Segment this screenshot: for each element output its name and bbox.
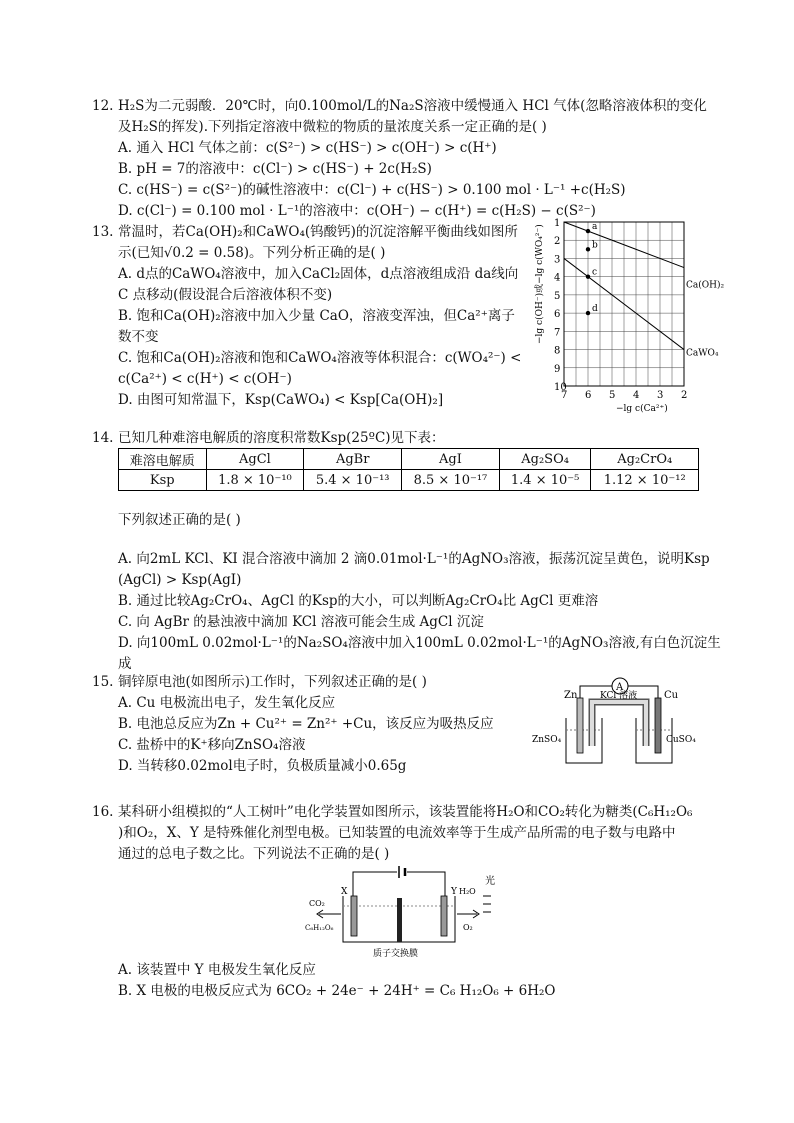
table-cell: 1.8 × 10⁻¹⁰ — [206, 470, 304, 491]
option-b[interactable]: B. pH = 7的溶液中：c(Cl⁻) > c(HS⁻) + 2c(H₂S) — [118, 161, 432, 177]
question-prompt: 下列叙述正确的是( ) — [118, 512, 241, 528]
table-row — [119, 470, 699, 491]
question-number: 15. — [92, 674, 114, 690]
option-d[interactable]: D. 当转移0.02mol电子时，负极质量减小0.65g — [118, 758, 407, 774]
y-tick-label: 9 — [554, 363, 561, 375]
question-number: 12. — [92, 98, 114, 114]
table-cell: 1.4 × 10⁻⁵ — [499, 470, 591, 491]
y-tick-label: 5 — [554, 290, 561, 302]
table-cell: 8.5 × 10⁻¹⁷ — [402, 470, 500, 491]
option-a-cont[interactable]: C 点移动(假设混合后溶液体积不变) — [118, 287, 333, 303]
table-cell: 5.4 × 10⁻¹³ — [304, 470, 402, 491]
option-a[interactable]: A. 通入 HCl 气体之前：c(S²⁻) > c(HS⁻) > c(OH⁻) > c(H⁺) — [118, 140, 497, 156]
co2-label: CO₂ — [309, 899, 325, 908]
x-tick-labels — [561, 390, 687, 401]
y-tick-label: 7 — [554, 327, 561, 339]
point-label: d — [592, 304, 598, 315]
option-c-cont[interactable]: c(Ca²⁺) < c(H⁺) < c(OH⁻) — [118, 371, 292, 387]
y-tick-label: 2 — [554, 236, 561, 248]
question-stem-cont: 通过的总电子数之比。下列说法不正确的是( ) — [118, 846, 390, 862]
h2o-label: H₂O — [459, 887, 476, 896]
question-15 — [92, 672, 532, 777]
table-cell: Ksp — [119, 470, 207, 491]
ammeter-label: A — [616, 682, 624, 693]
y-tick-label: 8 — [554, 345, 561, 357]
option-a-cont[interactable]: (AgCl) > Ksp(AgI) — [118, 572, 242, 588]
x-tick-label: 7 — [561, 390, 568, 401]
series-label: CaWO₄ — [686, 348, 719, 359]
question-14-options — [92, 510, 721, 675]
galvanic-cell-diagram — [530, 668, 705, 768]
question-stem: 某科研小组模拟的“人工树叶”电化学装置如图所示，该装置能将H₂O和CO₂转化为糖类(C₆H₁₂O₆ — [118, 804, 693, 820]
zn-label: Zn — [564, 690, 578, 701]
question-number: 14. — [92, 430, 114, 446]
y-tick-label: 1 — [554, 218, 561, 229]
right-solution-label: CuSO₄ — [666, 735, 696, 745]
question-stem: 铜锌原电池(如图所示)工作时，下列叙述正确的是( ) — [118, 674, 427, 690]
wire — [353, 872, 397, 898]
y-tick-label: 10 — [554, 382, 567, 393]
y-tick-label: 3 — [554, 254, 561, 266]
question-number: 13. — [92, 224, 114, 240]
option-d[interactable]: D. 由图可知常温下，Ksp(CaWO₄) < Ksp[Ca(OH)₂] — [118, 392, 444, 408]
option-b[interactable]: B. 电池总反应为Zn + Cu²⁺ = Zn²⁺ +Cu，该反应为吸热反应 — [118, 716, 494, 732]
question-stem: 常温时，若Ca(OH)₂和CaWO₄(钨酸钙)的沉淀溶解平衡曲线如图所 — [118, 224, 518, 240]
point-label: a — [592, 222, 598, 233]
x-electrode — [351, 896, 357, 936]
option-b[interactable]: B. X 电极的电极反应式为 6CO₂ + 24e⁻ + 24H⁺ = C₆ H₁₂O₆ + 6H₂O — [118, 983, 556, 999]
solubility-chart — [528, 214, 725, 414]
y-axis-label: −lg c(OH⁻)或−lg c(WO₄²⁻) — [535, 224, 545, 344]
table-header: 难溶电解质 — [119, 449, 207, 470]
option-a[interactable]: A. 该装置中 Y 电极发生氧化反应 — [118, 962, 316, 978]
left-solution-label: ZnSO₄ — [532, 735, 562, 745]
salt-bridge — [592, 702, 646, 746]
proton-exchange-membrane — [397, 898, 402, 942]
ksp-table — [118, 448, 699, 491]
glucose-label: C₆H₁₂O₆ — [305, 924, 334, 932]
option-b[interactable]: B. 通过比较Ag₂CrO₄、AgCl 的Ksp的大小，可以判断Ag₂CrO₄比 AgCl 更难溶 — [118, 593, 599, 609]
x-tick-label: 2 — [681, 390, 688, 401]
option-c[interactable]: C. 饱和Ca(OH)₂溶液和饱和CaWO₄溶液等体积混合：c(WO₄²⁻) < — [118, 350, 522, 366]
x-axis-label: −lg c(Ca²⁺) — [616, 404, 668, 414]
point-marker — [586, 229, 590, 233]
y-electrode — [441, 896, 447, 936]
point-marker — [586, 311, 590, 315]
wire — [407, 872, 445, 898]
option-d[interactable]: D. 向100mL 0.02mol·L⁻¹的Na₂SO₄溶液中加入100mL 0.02mol·L⁻¹的AgNO₃溶液,有白色沉淀生 — [118, 635, 721, 651]
option-c[interactable]: C. 盐桥中的K⁺移向ZnSO₄溶液 — [118, 737, 306, 753]
option-a[interactable]: A. Cu 电极流出电子，发生氧化反应 — [118, 695, 336, 711]
question-16-options — [92, 960, 712, 1002]
question-13 — [92, 222, 532, 411]
table-header-row — [119, 449, 699, 470]
right-out-arrow — [457, 910, 479, 918]
option-d[interactable]: D. c(Cl⁻) = 0.100 mol · L⁻¹的溶液中：c(OH⁻) − c(H⁺) = c(H₂S) − c(S²⁻) — [118, 203, 596, 219]
option-d-cont[interactable]: 成 — [118, 656, 132, 672]
bridge-label: KCl 溶液 — [600, 691, 638, 701]
light-arrows-icon — [483, 896, 491, 912]
table-header: AgBr — [304, 449, 402, 470]
x-tick-label: 5 — [609, 390, 616, 401]
series-label: Ca(OH)₂ — [686, 280, 725, 291]
question-14 — [92, 428, 445, 449]
chart-points — [586, 222, 598, 315]
option-a[interactable]: A. 向2mL KCl、KI 混合溶液中滴加 2 滴0.01mol·L⁻¹的AgNO₃溶液，振荡沉淀呈黄色，说明Ksp — [118, 551, 710, 567]
question-number: 16. — [92, 804, 114, 820]
question-stem-cont: 及H₂S的挥发).下列指定溶液中微粒的物质的量浓度关系一定正确的是( ) — [118, 119, 547, 135]
question-stem-cont: )和O₂，X、Y 是特殊催化剂型电极。已知装置的电流效率等于生成产品所需的电子数与电路中 — [118, 825, 676, 841]
point-label: b — [592, 240, 598, 251]
y-tick-label: 4 — [554, 272, 561, 284]
point-marker — [586, 274, 590, 278]
option-b[interactable]: B. 饱和Ca(OH)₂溶液中加入少量 CaO，溶液变浑浊，但Ca²⁺离子 — [118, 308, 515, 324]
table-header: AgI — [402, 449, 500, 470]
cu-electrode — [655, 698, 661, 753]
cu-label: Cu — [664, 690, 679, 701]
question-stem: 已知几种难溶电解质的溶度积常数Ksp(25ºC)见下表： — [118, 430, 445, 446]
zn-electrode — [577, 698, 583, 753]
question-12 — [92, 96, 712, 222]
x-label: X — [341, 887, 348, 897]
question-stem: H₂S为二元弱酸．20℃时，向0.100mol/L的Na₂S溶液中缓慢通入 HCl 气体(忽略溶液体积的变化 — [118, 98, 707, 114]
table-header: AgCl — [206, 449, 304, 470]
artificial-leaf-diagram — [305, 866, 505, 958]
option-c[interactable]: C. 向 AgBr 的悬浊液中滴加 KCl 溶液可能会生成 AgCl 沉淀 — [118, 614, 484, 630]
y-tick-labels — [554, 218, 567, 393]
table-cell: 1.12 × 10⁻¹² — [591, 470, 699, 491]
left-beaker — [566, 718, 602, 763]
x-tick-label: 6 — [585, 390, 592, 401]
option-a[interactable]: A. d点的CaWO₄溶液中，加入CaCl₂固体，d点溶液组成沿 da线向 — [118, 266, 519, 282]
point-label: c — [592, 267, 598, 278]
x-tick-label: 3 — [657, 390, 664, 401]
left-out-arrow — [317, 910, 341, 918]
o2-label: O₂ — [463, 923, 473, 932]
light-label: 光 — [485, 876, 495, 887]
y-tick-label: 6 — [554, 309, 561, 321]
membrane-label: 质子交换膜 — [373, 949, 419, 959]
x-tick-label: 4 — [633, 390, 640, 401]
table-header: Ag₂SO₄ — [499, 449, 591, 470]
question-stem-cont: 示(已知√0.2 = 0.58)。下列分析正确的是( ) — [118, 245, 386, 261]
question-16 — [92, 802, 712, 865]
option-c[interactable]: C. c(HS⁻) = c(S²⁻)的碱性溶液中：c(Cl⁻) + c(HS⁻) > 0.100 mol · L⁻¹ +c(H₂S) — [118, 182, 626, 198]
option-b-cont[interactable]: 数不变 — [118, 329, 159, 345]
table-header: Ag₂CrO₄ — [591, 449, 699, 470]
point-marker — [586, 247, 590, 251]
y-label: Y — [451, 887, 457, 897]
